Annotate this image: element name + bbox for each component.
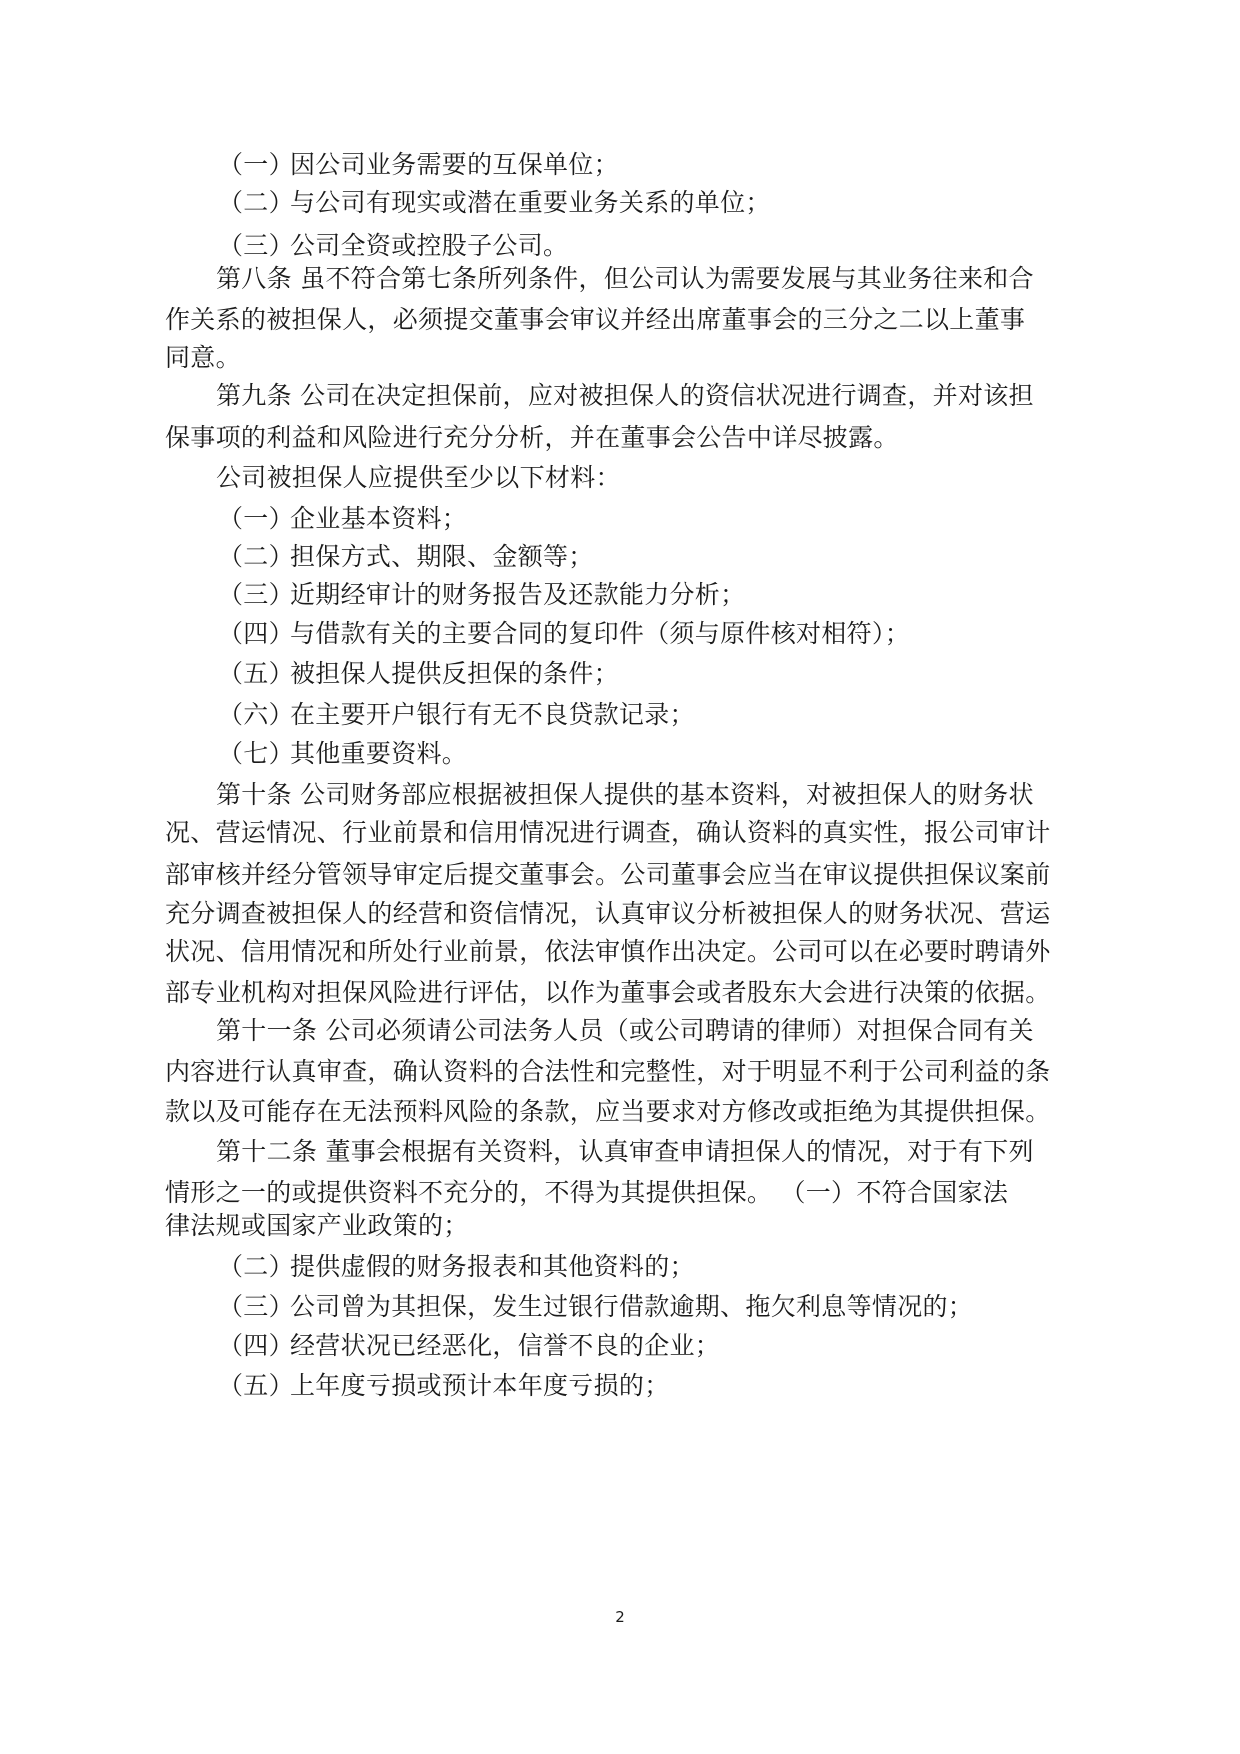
list-item-marker: （二） <box>218 1252 294 1281</box>
paragraph-first-line: 公司被担保人应提供至少以下材料： <box>216 463 621 492</box>
list-item-text: 公司全资或控股子公司。 <box>290 231 569 260</box>
list-item-marker: （六） <box>218 700 294 729</box>
list-item-marker: （二） <box>218 542 294 571</box>
paragraph-line: 作关系的被担保人，必须提交董事会审议并经出席董事会的三分之二以上董事 <box>165 305 1026 334</box>
paragraph-line: 状况、信用情况和所处行业前景，依法审慎作出决定。公司可以在必要时聘请外 <box>165 937 1051 966</box>
paragraph-first-line: 第九条 公司在决定担保前，应对被担保人的资信状况进行调查，并对该担 <box>216 381 1034 410</box>
list-item-marker: （五） <box>218 659 294 688</box>
list-item-marker: （一） <box>218 504 294 533</box>
list-item-marker: （三） <box>218 1292 294 1321</box>
list-item-text: 因公司业务需要的互保单位； <box>290 150 619 179</box>
paragraph-line: 保事项的利益和风险进行充分分析，并在董事会公告中详尽披露。 <box>165 423 899 452</box>
paragraph-line: 况、营运情况、行业前景和信用情况进行调查，确认资料的真实性，报公司审计 <box>165 818 1051 847</box>
paragraph-first-line: 第十条 公司财务部应根据被担保人提供的基本资料，对被担保人的财务状 <box>216 780 1034 809</box>
paragraph-line: 款以及可能存在无法预料风险的条款，应当要求对方修改或拒绝为其提供担保。 <box>165 1097 1051 1126</box>
list-item-marker: （五） <box>218 1371 294 1400</box>
paragraph-line: 律法规或国家产业政策的； <box>165 1211 469 1240</box>
list-item-text: 公司曾为其担保，发生过银行借款逾期、拖欠利息等情况的； <box>290 1292 974 1321</box>
paragraph-line: 充分调查被担保人的经营和资信情况，认真审议分析被担保人的财务状况、营运 <box>165 899 1051 928</box>
paragraph-first-line: 第八条 虽不符合第七条所列条件，但公司认为需要发展与其业务往来和合 <box>216 264 1034 293</box>
list-item-marker: （七） <box>218 739 294 768</box>
paragraph-line: 同意。 <box>165 343 241 372</box>
list-item-text: 企业基本资料； <box>290 504 468 533</box>
list-item-text: 经营状况已经恶化，信誉不良的企业； <box>290 1331 721 1360</box>
list-item-text: 近期经审计的财务报告及还款能力分析； <box>290 580 746 609</box>
list-item-marker: （一） <box>218 150 294 179</box>
list-item-marker: （三） <box>218 580 294 609</box>
list-item-text: 与公司有现实或潜在重要业务关系的单位； <box>290 188 771 217</box>
list-item-text: 被担保人提供反担保的条件； <box>290 659 619 688</box>
list-item-marker: （四） <box>218 1331 294 1360</box>
paragraph-line: 部专业机构对担保风险进行评估，以作为董事会或者股东大会进行决策的依据。 <box>165 978 1051 1007</box>
list-item-text: 担保方式、期限、金额等； <box>290 542 594 571</box>
list-item-text: 与借款有关的主要合同的复印件（须与原件核对相符）； <box>290 619 911 648</box>
list-item-text: 提供虚假的财务报表和其他资料的； <box>290 1252 695 1281</box>
paragraph-first-line: 第十二条 董事会根据有关资料，认真审查申请担保人的情况，对于有下列 <box>216 1137 1034 1166</box>
list-item-marker: （四） <box>218 619 294 648</box>
paragraph-first-line: 第十一条 公司必须请公司法务人员（或公司聘请的律师）对担保合同有关 <box>216 1016 1034 1045</box>
page-number: 2 <box>615 1608 625 1626</box>
paragraph-line: 内容进行认真审查，确认资料的合法性和完整性，对于明显不利于公司利益的条 <box>165 1057 1051 1086</box>
paragraph-line: 情形之一的或提供资料不充分的，不得为其提供担保。 （一）不符合国家法 <box>165 1178 1009 1207</box>
list-item-marker: （二） <box>218 188 294 217</box>
list-item-marker: （三） <box>218 231 294 260</box>
list-item-text: 其他重要资料。 <box>290 739 468 768</box>
paragraph-line: 部审核并经分管领导审定后提交董事会。公司董事会应当在审议提供担保议案前 <box>165 860 1051 889</box>
list-item-text: 上年度亏损或预计本年度亏损的； <box>290 1371 670 1400</box>
list-item-text: 在主要开户银行有无不良贷款记录； <box>290 700 695 729</box>
